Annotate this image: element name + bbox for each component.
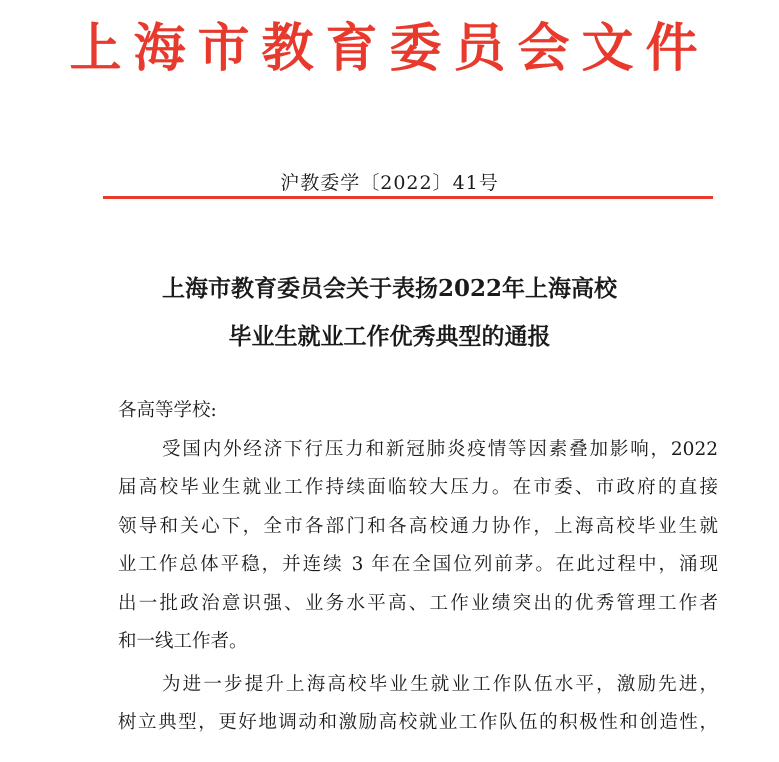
title-line-2: 毕业生就业工作优秀典型的通报 [228,323,551,350]
title-line-1: 上海市教育委员会关于表扬2022年上海高校 [161,275,617,302]
paragraph-1-line-6: 和一线工作者。 [118,631,248,652]
paragraph-2-line-1: 为进一步提升上海高校毕业生就业工作队伍水平，激励先进， [162,673,718,695]
paragraph-1-line-1: 受国内外经济下行压力和新冠肺炎疫情等因素叠加影响，2022 [162,438,718,460]
salutation: 各高等学校: [118,400,217,421]
letterhead-title: 上海市教育委员会文件 [69,18,710,79]
paragraph-1-line-2: 届高校毕业生就业工作持续面临较大压力。在市委、市政府的直接 [118,477,718,498]
document-number: 沪教委学〔2022〕41号 [280,172,499,194]
notice-title [60,265,719,361]
paragraph-1-line-3: 领导和关心下，全市各部门和各高校通力协作，上海高校毕业生就 [118,515,718,537]
paragraph-2-line-2: 树立典型，更好地调动和激励高校就业工作队伍的积极性和创造性， [118,712,718,733]
notice-body [118,392,718,743]
paragraph-1-line-5: 出一批政治意识强、业务水平高、工作业绩突出的优秀管理工作者 [118,592,718,614]
red-divider-line [103,196,713,199]
paragraph-1-line-4: 业工作总体平稳，并连续 3 年在全国位列前茅。在此过程中，涌现 [118,554,718,575]
